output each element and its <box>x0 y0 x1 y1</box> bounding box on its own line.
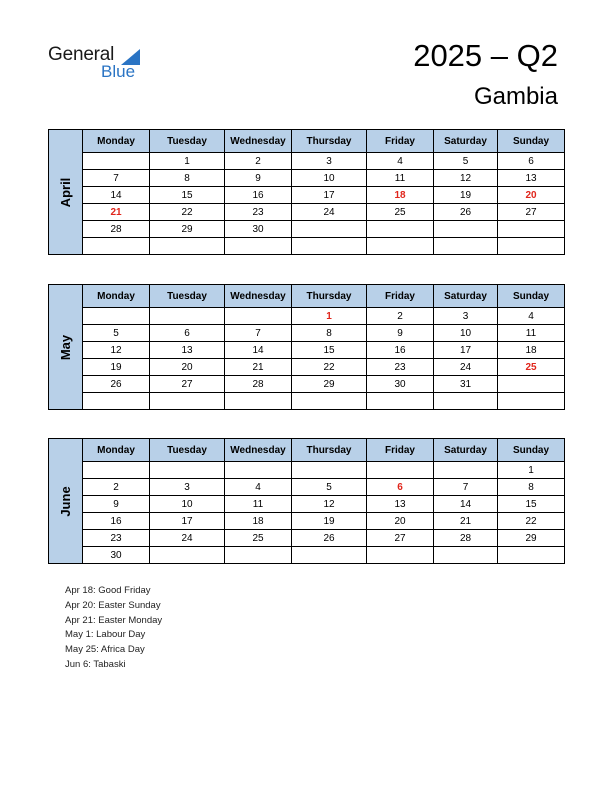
day-cell: 7 <box>83 170 150 187</box>
week-row <box>49 513 565 530</box>
day-cell: 13 <box>367 496 434 513</box>
day-cell: 14 <box>434 496 498 513</box>
month-name: June <box>58 485 73 517</box>
day-cell: 9 <box>225 170 292 187</box>
empty-cell <box>434 547 498 564</box>
day-cell: 1 <box>150 153 225 170</box>
empty-cell <box>292 238 367 255</box>
day-cell: 22 <box>150 204 225 221</box>
day-cell: 1 <box>498 462 565 479</box>
weekday-header: Friday <box>367 285 434 308</box>
day-cell: 14 <box>225 342 292 359</box>
week-row <box>49 153 565 170</box>
empty-cell <box>292 393 367 410</box>
week-row <box>49 547 565 564</box>
empty-cell <box>367 221 434 238</box>
empty-cell <box>292 547 367 564</box>
day-cell: 11 <box>225 496 292 513</box>
calendar-may <box>48 284 565 410</box>
empty-cell <box>498 221 565 238</box>
empty-cell <box>83 153 150 170</box>
calendar-june <box>48 438 565 564</box>
weekday-header: Friday <box>367 439 434 462</box>
day-cell: 4 <box>225 479 292 496</box>
day-cell: 21 <box>225 359 292 376</box>
logo-text-general: General <box>48 44 115 65</box>
empty-cell <box>434 238 498 255</box>
day-cell: 6 <box>498 153 565 170</box>
empty-cell <box>498 547 565 564</box>
day-cell: 8 <box>498 479 565 496</box>
day-cell: 20 <box>498 187 565 204</box>
week-row <box>49 359 565 376</box>
weekday-header: Saturday <box>434 285 498 308</box>
weekday-header: Friday <box>367 130 434 153</box>
day-cell: 4 <box>498 308 565 325</box>
day-cell: 28 <box>83 221 150 238</box>
empty-cell <box>150 238 225 255</box>
day-cell: 24 <box>150 530 225 547</box>
month-label <box>49 439 83 564</box>
week-row <box>49 204 565 221</box>
day-cell: 14 <box>83 187 150 204</box>
day-cell: 28 <box>434 530 498 547</box>
day-cell: 18 <box>225 513 292 530</box>
day-cell: 20 <box>150 359 225 376</box>
empty-cell <box>225 308 292 325</box>
day-cell: 23 <box>367 359 434 376</box>
empty-cell <box>434 462 498 479</box>
weekday-header: Tuesday <box>150 130 225 153</box>
day-cell: 23 <box>225 204 292 221</box>
day-cell: 3 <box>434 308 498 325</box>
week-row <box>49 308 565 325</box>
holiday-note: Jun 6: Tabaski <box>65 658 126 670</box>
day-cell: 24 <box>434 359 498 376</box>
day-cell: 26 <box>292 530 367 547</box>
empty-cell <box>225 238 292 255</box>
empty-cell <box>150 308 225 325</box>
day-cell: 30 <box>225 221 292 238</box>
month-name: May <box>58 334 73 360</box>
day-cell: 9 <box>83 496 150 513</box>
week-row <box>49 393 565 410</box>
day-cell: 27 <box>367 530 434 547</box>
day-cell: 7 <box>225 325 292 342</box>
day-cell: 27 <box>150 376 225 393</box>
day-cell: 20 <box>367 513 434 530</box>
week-row <box>49 170 565 187</box>
day-cell: 30 <box>83 547 150 564</box>
week-row <box>49 238 565 255</box>
weekday-header: Sunday <box>498 130 565 153</box>
week-row <box>49 462 565 479</box>
empty-cell <box>292 221 367 238</box>
empty-cell <box>83 393 150 410</box>
day-cell: 25 <box>225 530 292 547</box>
empty-cell <box>367 547 434 564</box>
day-cell: 19 <box>434 187 498 204</box>
day-cell: 25 <box>367 204 434 221</box>
calendar-april <box>48 129 565 255</box>
day-cell: 31 <box>434 376 498 393</box>
day-cell: 16 <box>367 342 434 359</box>
weekday-header: Sunday <box>498 285 565 308</box>
weekday-header: Monday <box>83 439 150 462</box>
day-cell: 17 <box>150 513 225 530</box>
empty-cell <box>150 393 225 410</box>
weekday-header: Sunday <box>498 439 565 462</box>
day-cell: 18 <box>498 342 565 359</box>
day-cell: 2 <box>225 153 292 170</box>
holiday-note: Apr 18: Good Friday <box>65 585 151 596</box>
day-cell: 24 <box>292 204 367 221</box>
weekday-header: Monday <box>83 130 150 153</box>
day-cell: 5 <box>83 325 150 342</box>
day-cell: 17 <box>434 342 498 359</box>
weekday-header: Wednesday <box>225 285 292 308</box>
day-cell: 12 <box>292 496 367 513</box>
week-row <box>49 187 565 204</box>
empty-cell <box>225 547 292 564</box>
day-cell: 13 <box>150 342 225 359</box>
day-cell: 10 <box>150 496 225 513</box>
day-cell: 12 <box>83 342 150 359</box>
day-cell: 15 <box>498 496 565 513</box>
day-cell: 26 <box>83 376 150 393</box>
empty-cell <box>367 462 434 479</box>
empty-cell <box>150 547 225 564</box>
day-cell: 1 <box>292 308 367 325</box>
day-cell: 2 <box>367 308 434 325</box>
day-cell: 29 <box>292 376 367 393</box>
month-label <box>49 285 83 410</box>
holiday-note: May 25: Africa Day <box>65 644 145 656</box>
holiday-notes <box>65 584 162 673</box>
week-row <box>49 342 565 359</box>
holiday-note: Apr 20: Easter Sunday <box>65 599 161 611</box>
empty-cell <box>150 462 225 479</box>
day-cell: 2 <box>83 479 150 496</box>
day-cell: 21 <box>83 204 150 221</box>
logo <box>48 44 148 84</box>
day-cell: 27 <box>498 204 565 221</box>
weekday-header: Thursday <box>292 439 367 462</box>
day-cell: 18 <box>367 187 434 204</box>
empty-cell <box>225 462 292 479</box>
day-cell: 26 <box>434 204 498 221</box>
empty-cell <box>83 238 150 255</box>
weekday-header: Tuesday <box>150 285 225 308</box>
logo-text-blue: Blue <box>101 62 136 81</box>
day-cell: 29 <box>498 530 565 547</box>
country-name: Gambia <box>473 83 558 110</box>
day-cell: 5 <box>434 153 498 170</box>
weekday-header: Monday <box>83 285 150 308</box>
day-cell: 10 <box>292 170 367 187</box>
day-cell: 21 <box>434 513 498 530</box>
day-cell: 10 <box>434 325 498 342</box>
weekday-header: Wednesday <box>225 439 292 462</box>
empty-cell <box>225 393 292 410</box>
day-cell: 8 <box>150 170 225 187</box>
empty-cell <box>83 308 150 325</box>
day-cell: 11 <box>498 325 565 342</box>
day-cell: 6 <box>150 325 225 342</box>
weekday-header: Saturday <box>434 130 498 153</box>
day-cell: 19 <box>83 359 150 376</box>
empty-cell <box>434 221 498 238</box>
week-row <box>49 530 565 547</box>
week-row <box>49 496 565 513</box>
page-title: 2025 – Q2 <box>413 38 558 73</box>
day-cell: 22 <box>292 359 367 376</box>
day-cell: 13 <box>498 170 565 187</box>
day-cell: 19 <box>292 513 367 530</box>
day-cell: 12 <box>434 170 498 187</box>
holiday-note: May 1: Labour Day <box>65 629 146 641</box>
weekday-header: Saturday <box>434 439 498 462</box>
day-cell: 17 <box>292 187 367 204</box>
empty-cell <box>498 238 565 255</box>
day-cell: 7 <box>434 479 498 496</box>
empty-cell <box>292 462 367 479</box>
day-cell: 11 <box>367 170 434 187</box>
day-cell: 5 <box>292 479 367 496</box>
day-cell: 22 <box>498 513 565 530</box>
weekday-header: Wednesday <box>225 130 292 153</box>
empty-cell <box>367 393 434 410</box>
day-cell: 15 <box>150 187 225 204</box>
day-cell: 9 <box>367 325 434 342</box>
day-cell: 16 <box>83 513 150 530</box>
empty-cell <box>498 393 565 410</box>
day-cell: 6 <box>367 479 434 496</box>
month-label <box>49 130 83 255</box>
week-row <box>49 376 565 393</box>
day-cell: 23 <box>83 530 150 547</box>
weekday-header: Thursday <box>292 285 367 308</box>
weekday-header: Tuesday <box>150 439 225 462</box>
day-cell: 29 <box>150 221 225 238</box>
day-cell: 25 <box>498 359 565 376</box>
holiday-note: Apr 21: Easter Monday <box>65 614 163 626</box>
day-cell: 16 <box>225 187 292 204</box>
day-cell: 4 <box>367 153 434 170</box>
week-row <box>49 479 565 496</box>
month-name: April <box>58 177 73 207</box>
day-cell: 3 <box>150 479 225 496</box>
weekday-header: Thursday <box>292 130 367 153</box>
empty-cell <box>83 462 150 479</box>
day-cell: 30 <box>367 376 434 393</box>
day-cell: 3 <box>292 153 367 170</box>
empty-cell <box>367 238 434 255</box>
week-row <box>49 221 565 238</box>
day-cell: 8 <box>292 325 367 342</box>
week-row <box>49 325 565 342</box>
empty-cell <box>498 376 565 393</box>
empty-cell <box>434 393 498 410</box>
day-cell: 15 <box>292 342 367 359</box>
day-cell: 28 <box>225 376 292 393</box>
